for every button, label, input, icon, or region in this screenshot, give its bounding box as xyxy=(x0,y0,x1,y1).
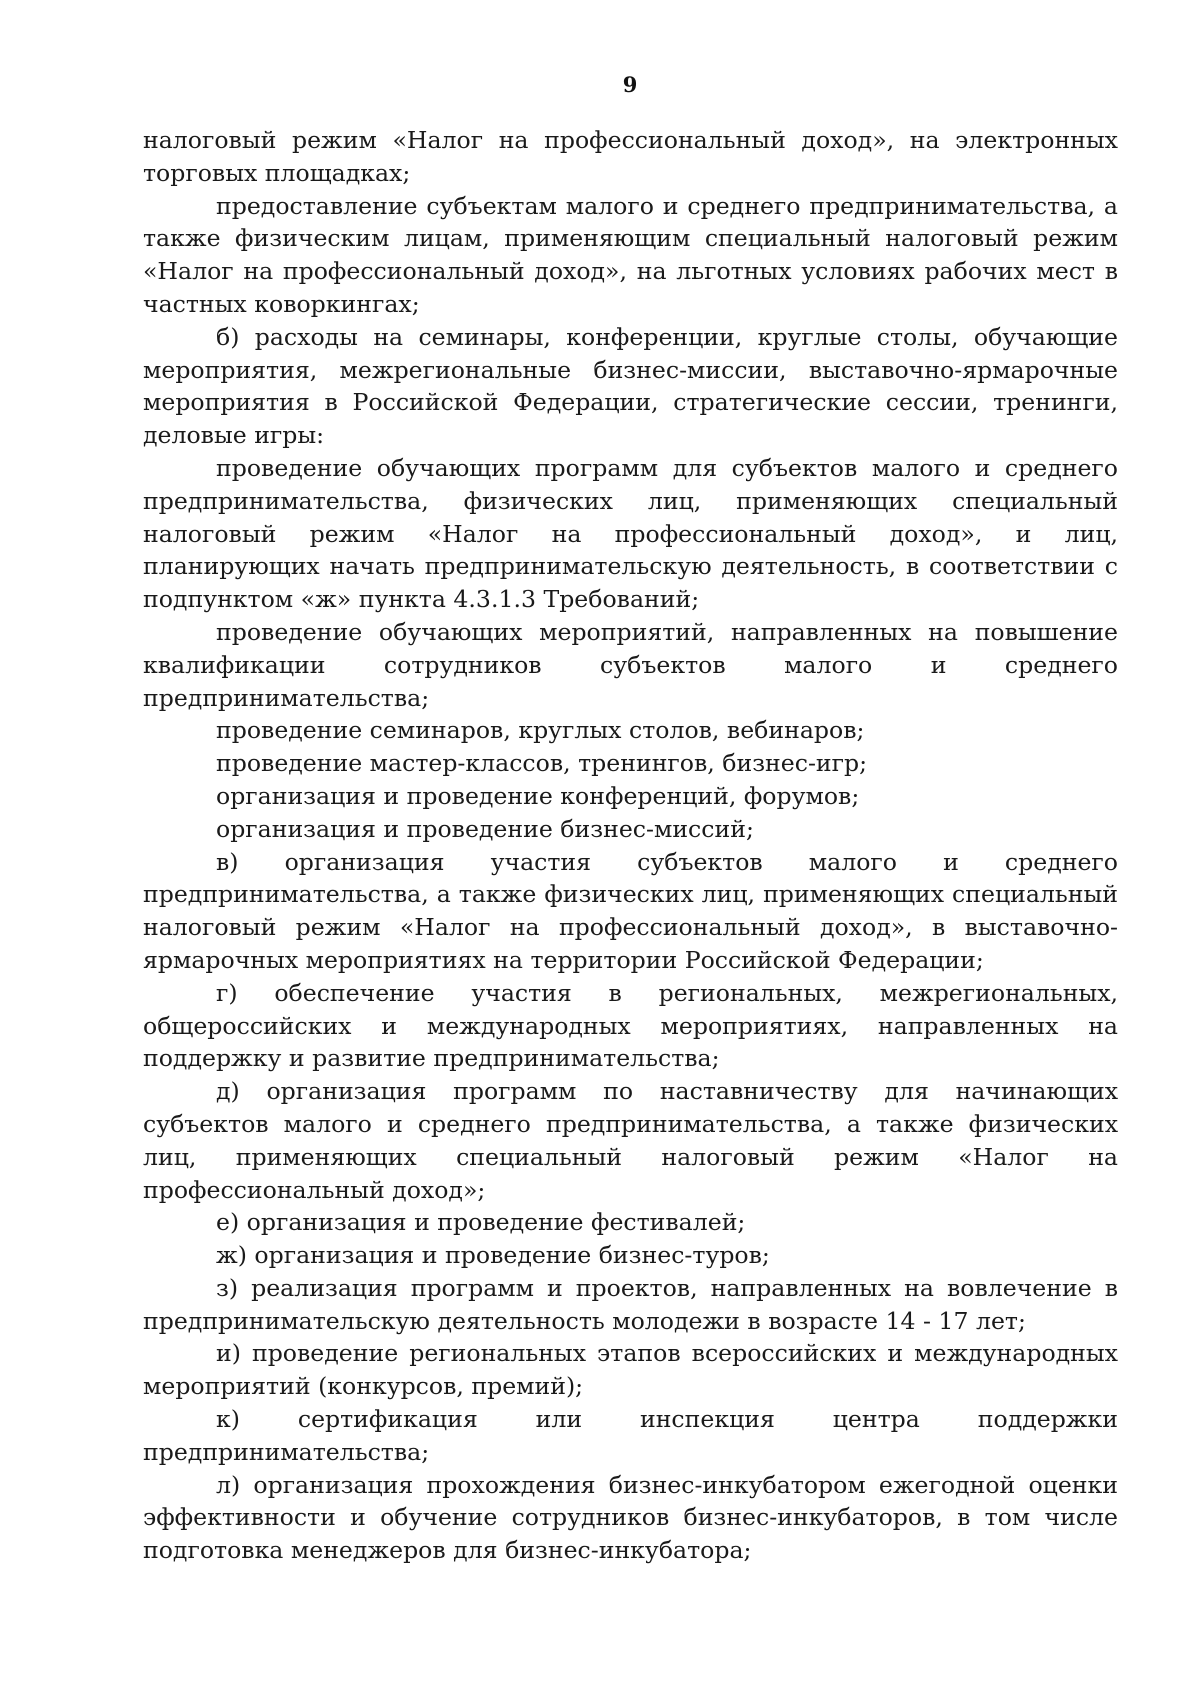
paragraph: л) организация прохождения бизнес-инкубатором ежегодной оценки эффективности и обучение сотрудников бизнес-инкубаторов, в том числе подготовка менеджеров для бизнес-инкубатора; xyxy=(143,1470,1118,1565)
paragraph: организация и проведение бизнес-миссий; xyxy=(216,814,754,843)
paragraph: проведение семинаров, круглых столов, вебинаров; xyxy=(216,716,865,745)
paragraph: е) организация и проведение фестивалей; xyxy=(216,1208,746,1237)
paragraph: проведение обучающих программ для субъектов малого и среднего предпринимательства, физических лиц, применяющих специальный налоговый режим «Налог на профессиональный доход», и лиц, планирующих начать предпринимательскую деятельность, в соответствии с подпунктом «ж» пункта 4.3.1.3 Требований; xyxy=(143,453,1118,614)
paragraph: в) организация участия субъектов малого и среднего предпринимательства, а также физических лиц, применяющих специальный налоговый режим «Налог на профессиональный доход», в выставочно-ярмарочных мероприятиях на территории Российской Федерации; xyxy=(143,847,1118,974)
paragraph: з) реализация программ и проектов, направленных на вовлечение в предпринимательскую деятельность молодежи в возрасте 14 - 17 лет; xyxy=(143,1273,1118,1335)
paragraph: д) организация программ по наставничеству для начинающих субъектов малого и среднего предпринимательства, а также физических лиц, применяющих специальный налоговый режим «Налог на профессиональный доход»; xyxy=(143,1077,1118,1204)
paragraph: проведение обучающих мероприятий, направленных на повышение квалификации сотрудников субъектов малого и среднего предпринимательства; xyxy=(143,617,1118,712)
paragraph: к) сертификация или инспекция центра поддержки предпринимательства; xyxy=(143,1405,1118,1466)
paragraph: организация и проведение конференций, форумов; xyxy=(216,781,860,810)
paragraph: налоговый режим «Налог на профессиональный доход», на электронных торговых площадках; xyxy=(143,126,1118,187)
paragraph: предоставление субъектам малого и среднего предпринимательства, а также физическим лицам, применяющим специальный налоговый режим «Налог на профессиональный доход», на льготных условиях рабочих мест в частных коворкингах; xyxy=(143,191,1118,318)
paragraph: ж) организация и проведение бизнес-туров; xyxy=(216,1241,770,1270)
document-body xyxy=(143,124,1118,1567)
page-number: 9 xyxy=(622,72,638,97)
paragraph: и) проведение региональных этапов всероссийских и международных мероприятий (конкурсов, премий); xyxy=(143,1339,1118,1401)
paragraph: г) обеспечение участия в региональных, межрегиональных, общероссийских и международных мероприятиях, направленных на поддержку и развитие предпринимательства; xyxy=(143,978,1118,1073)
paragraph: проведение мастер-классов, тренингов, бизнес-игр; xyxy=(216,749,868,778)
paragraph: б) расходы на семинары, конференции, круглые столы, обучающие мероприятия, межрегиональные бизнес-миссии, выставочно-ярмарочные мероприятия в Российской Федерации, стратегические сессии, тренинги, деловые игры: xyxy=(143,322,1118,450)
